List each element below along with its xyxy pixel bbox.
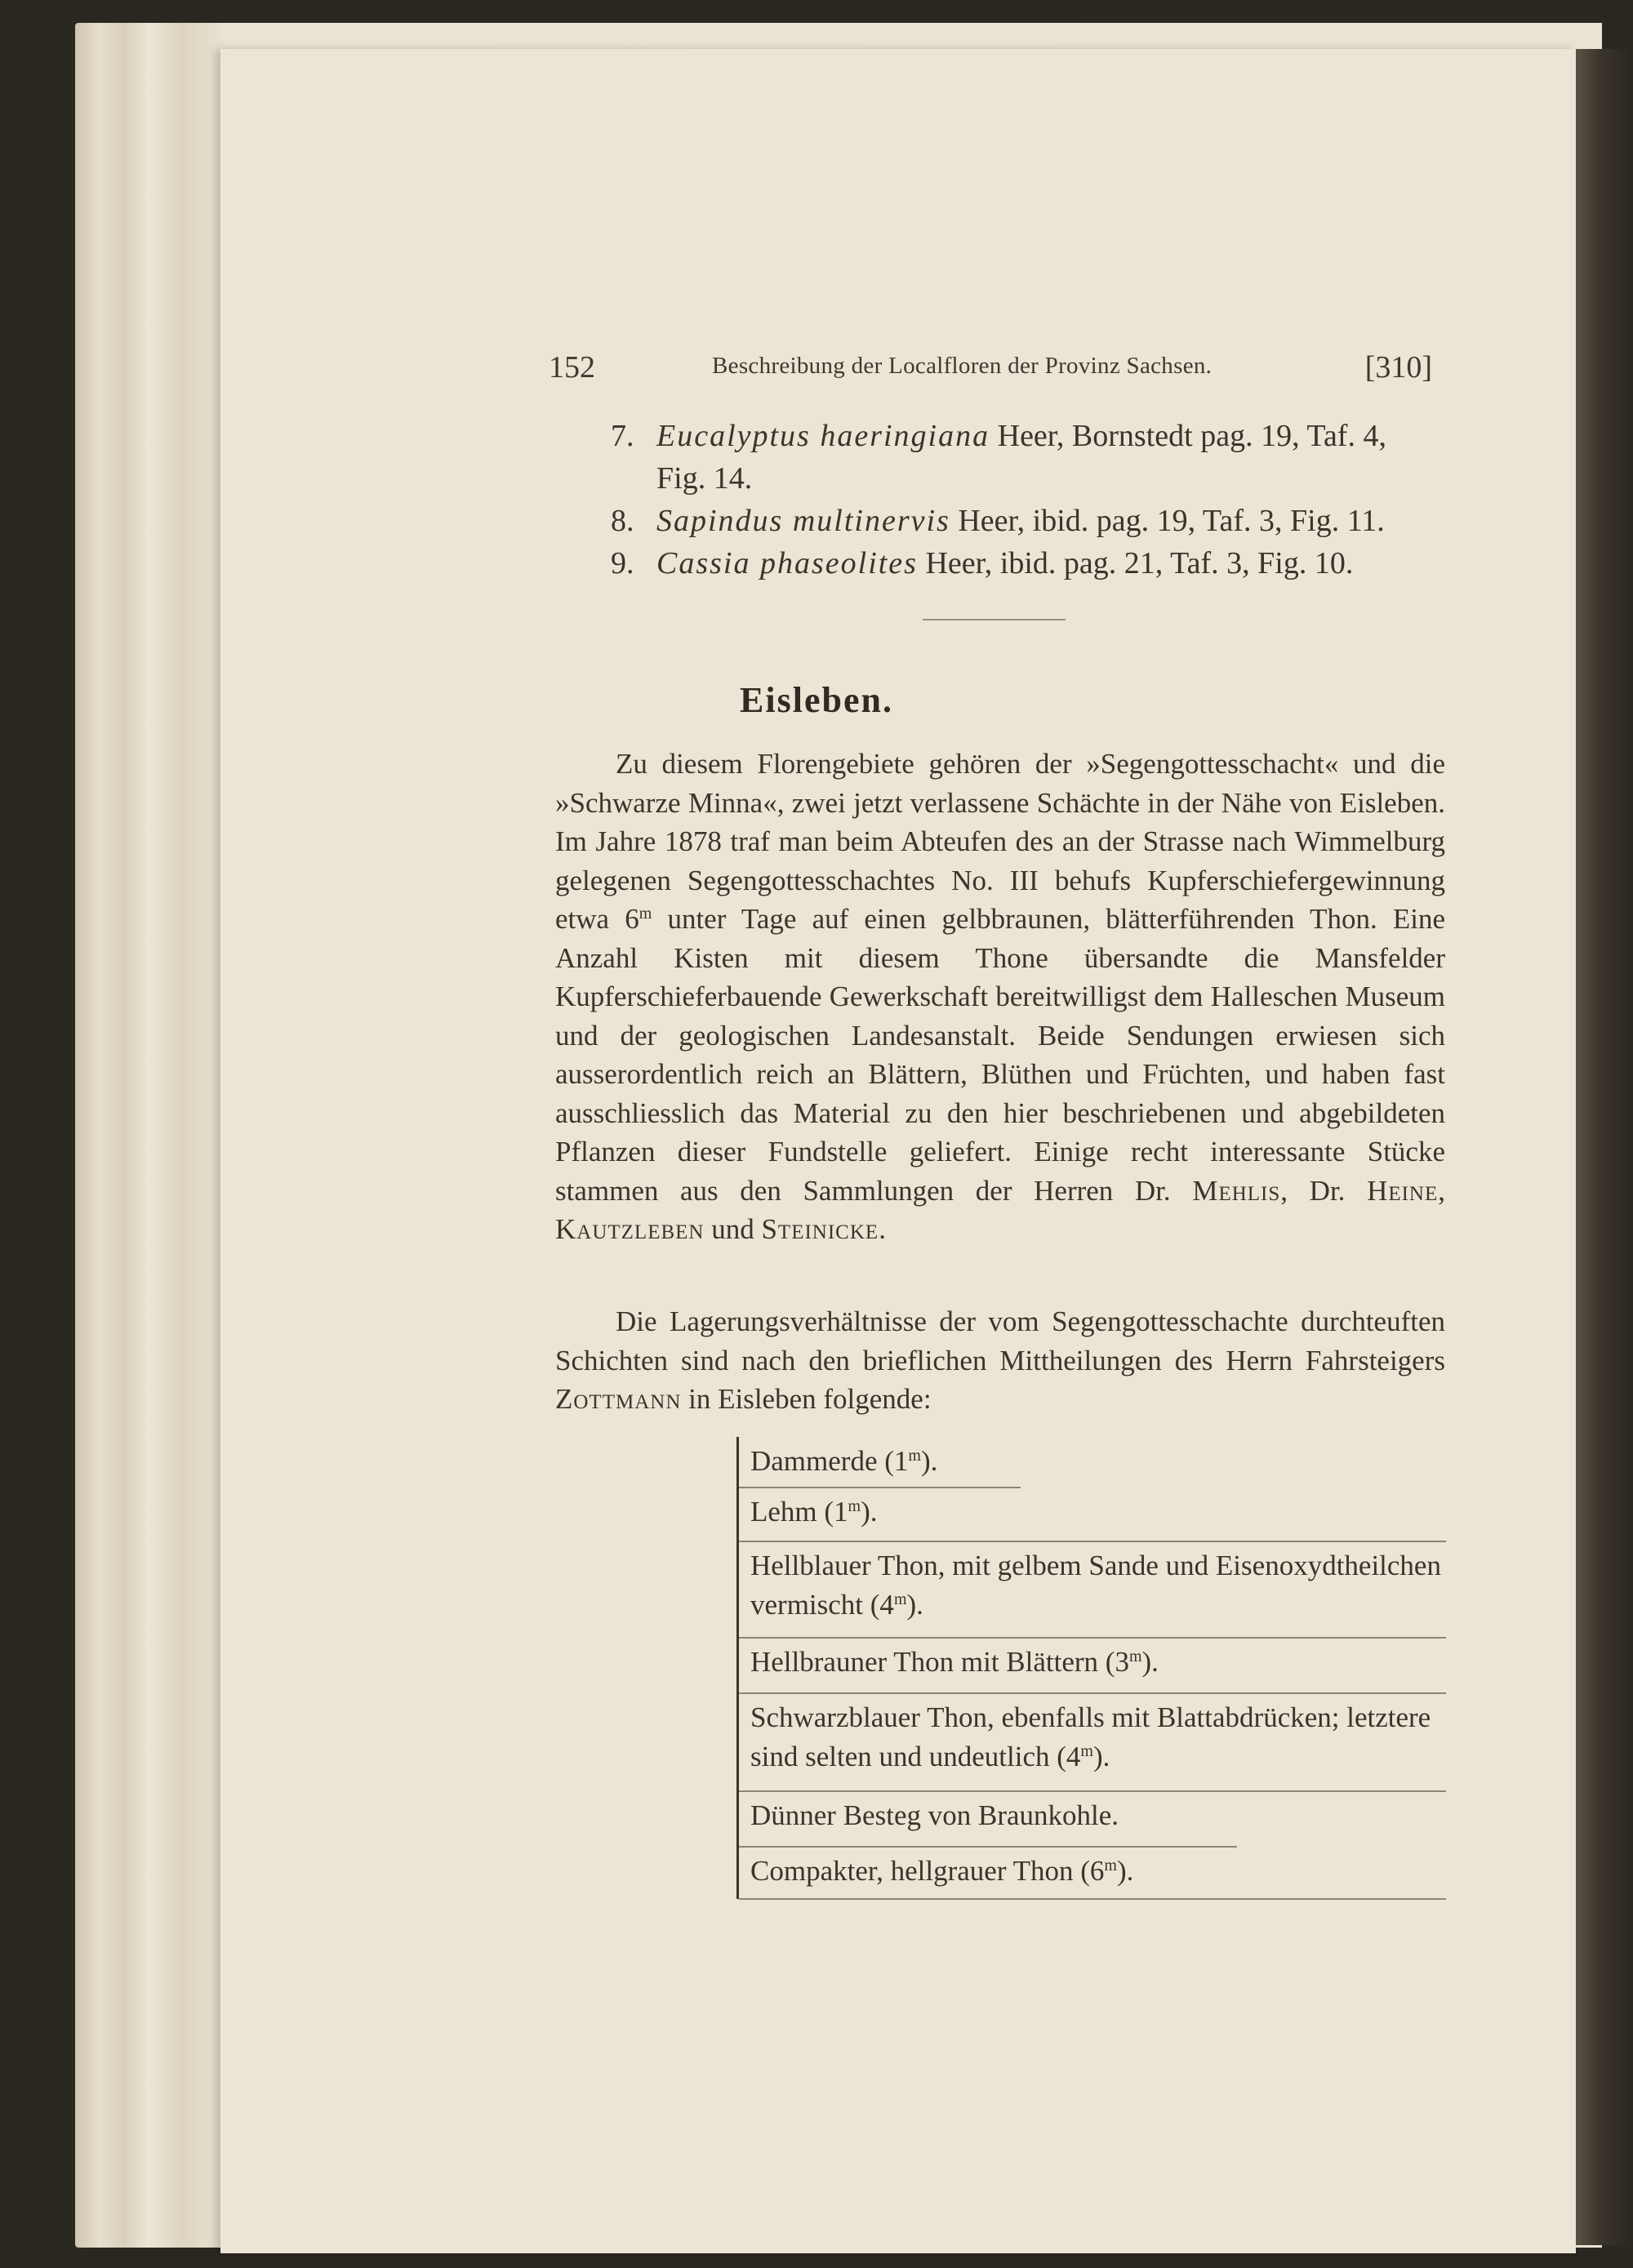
running-title: Beschreibung der Localfloren der Provinz Sachsen. [712,353,1213,379]
stratum-text: Schwarzblauer Thon, ebenfalls mit Blattabdrücken; letztere sind selten und undeutlich (4 [750,1701,1431,1772]
paragraph-text: . [879,1213,886,1245]
list-item [611,500,1444,542]
paragraph-text: Zu diesem Florengebiete gehören der »Segengottesschacht« und die »Schwarze Minna«, zwei jetzt verlassene Schächte in der Nähe von Eisleben. Im Jahre 1878 traf man beim Abteufen des an der Strasse nach Wimmelburg gelegenen Segengottesschachtes No. III behufs Kupferschiefergewinnung etwa 6 [555,748,1445,935]
stratum-text: ). [1092,1741,1110,1772]
unit-superscript: m [893,1590,907,1608]
list-item [611,415,1444,457]
stratum-row [739,1488,1446,1541]
stratum-row [739,1791,1446,1847]
person-name: Steinicke [761,1213,879,1245]
stratum-row [739,1638,1446,1693]
species-reference: Heer, ibid. pag. 21, Taf. 3, Fig. 10. [925,546,1354,580]
book-spine-shadow [1576,49,1633,2245]
section-divider [923,619,1066,620]
running-header [549,349,1432,398]
list-number: 8. [611,504,634,538]
stratum-text: Hellblauer Thon, mit gelbem Sande und Eisenoxydtheilchen vermischt (4 [750,1550,1441,1621]
paragraph-text: , [1438,1174,1446,1207]
person-name: Zottmann [555,1383,682,1415]
person-name: Kautzleben [555,1213,705,1245]
species-name: Sapindus multinervis [656,504,950,538]
person-name: Mehlis [1192,1174,1281,1207]
species-name: Eucalyptus haeringiana [656,419,990,453]
stratum-text: Lehm (1 [750,1496,848,1528]
stratum-text: ). [1141,1646,1159,1678]
unit-superscript: m [1128,1648,1142,1665]
stratum-text: ). [906,1589,923,1621]
person-name: Heine [1367,1174,1439,1207]
unit-superscript: m [639,905,652,923]
paragraph-text: Die Lagerungsverhältnisse der vom Segengottesschachte durchteuften Schichten sind nach den brieflichen Mittheilungen des Herrn Fahrsteigers [555,1305,1445,1376]
stratum-text: ). [920,1445,938,1477]
species-list [611,415,1444,585]
paragraph-text: , Dr. [1280,1174,1368,1207]
stratum-text: ). [1116,1855,1134,1887]
paragraph-text: in Eisleben folgende: [681,1383,932,1415]
species-reference: Heer, ibid. pag. 19, Taf. 3, Fig. 11. [958,504,1385,538]
stratum-row [739,1437,1446,1488]
stratum-row [739,1847,1446,1899]
species-reference: Heer, Bornstedt pag. 19, Taf. 4, [997,419,1386,453]
unit-superscript: m [1080,1742,1093,1760]
stratum-text: Hellbrauner Thon mit Blättern (3 [750,1646,1129,1678]
stratum-row [739,1693,1446,1791]
page-number: 152 [549,350,595,385]
unit-superscript: m [848,1497,861,1515]
stratum-text: Compakter, hellgrauer Thon (6 [750,1855,1105,1887]
strata-table [736,1437,1446,1899]
stratum-text: ). [861,1496,878,1528]
stratum-row [739,1541,1446,1638]
stratum-divider [739,1898,1446,1900]
species-name: Cassia phaseolites [656,546,918,580]
paragraph [555,745,1445,1249]
paragraph-text: und [704,1213,762,1245]
unit-superscript: m [908,1447,921,1465]
paragraph-text: unter Tage auf einen gelbbraunen, blätterführenden Thon. Eine Anzahl Kisten mit diesem Thone übersandte die Mansfelder Kupferschieferbauende Gewerkschaft bereitwilligst dem Halleschen Museum und der geologischen Landesanstalt. Beide Sendungen erwiesen sich ausserordentlich reich an Blättern, Blüthen und Früchten, und haben fast ausschliesslich das Material zu den hier beschriebenen und abgebildeten Pflanzen dieser Fundstelle geliefert. Einige recht interessante Stücke stammen aus den Sammlungen der Herren Dr. [555,903,1445,1207]
section-heading [0,679,1633,721]
unit-superscript: m [1104,1857,1117,1874]
section-heading-text: Eisleben. [740,680,893,720]
paragraph [555,1302,1445,1419]
list-item-continuation: Fig. 14. [656,461,753,496]
list-number: 7. [611,419,634,453]
list-item [611,542,1444,585]
stratum-text: Dünner Besteg von Braunkohle. [750,1799,1119,1831]
stratum-text: Dammerde (1 [750,1445,909,1477]
original-page-number: [310] [1364,350,1432,385]
list-number: 9. [611,546,634,580]
